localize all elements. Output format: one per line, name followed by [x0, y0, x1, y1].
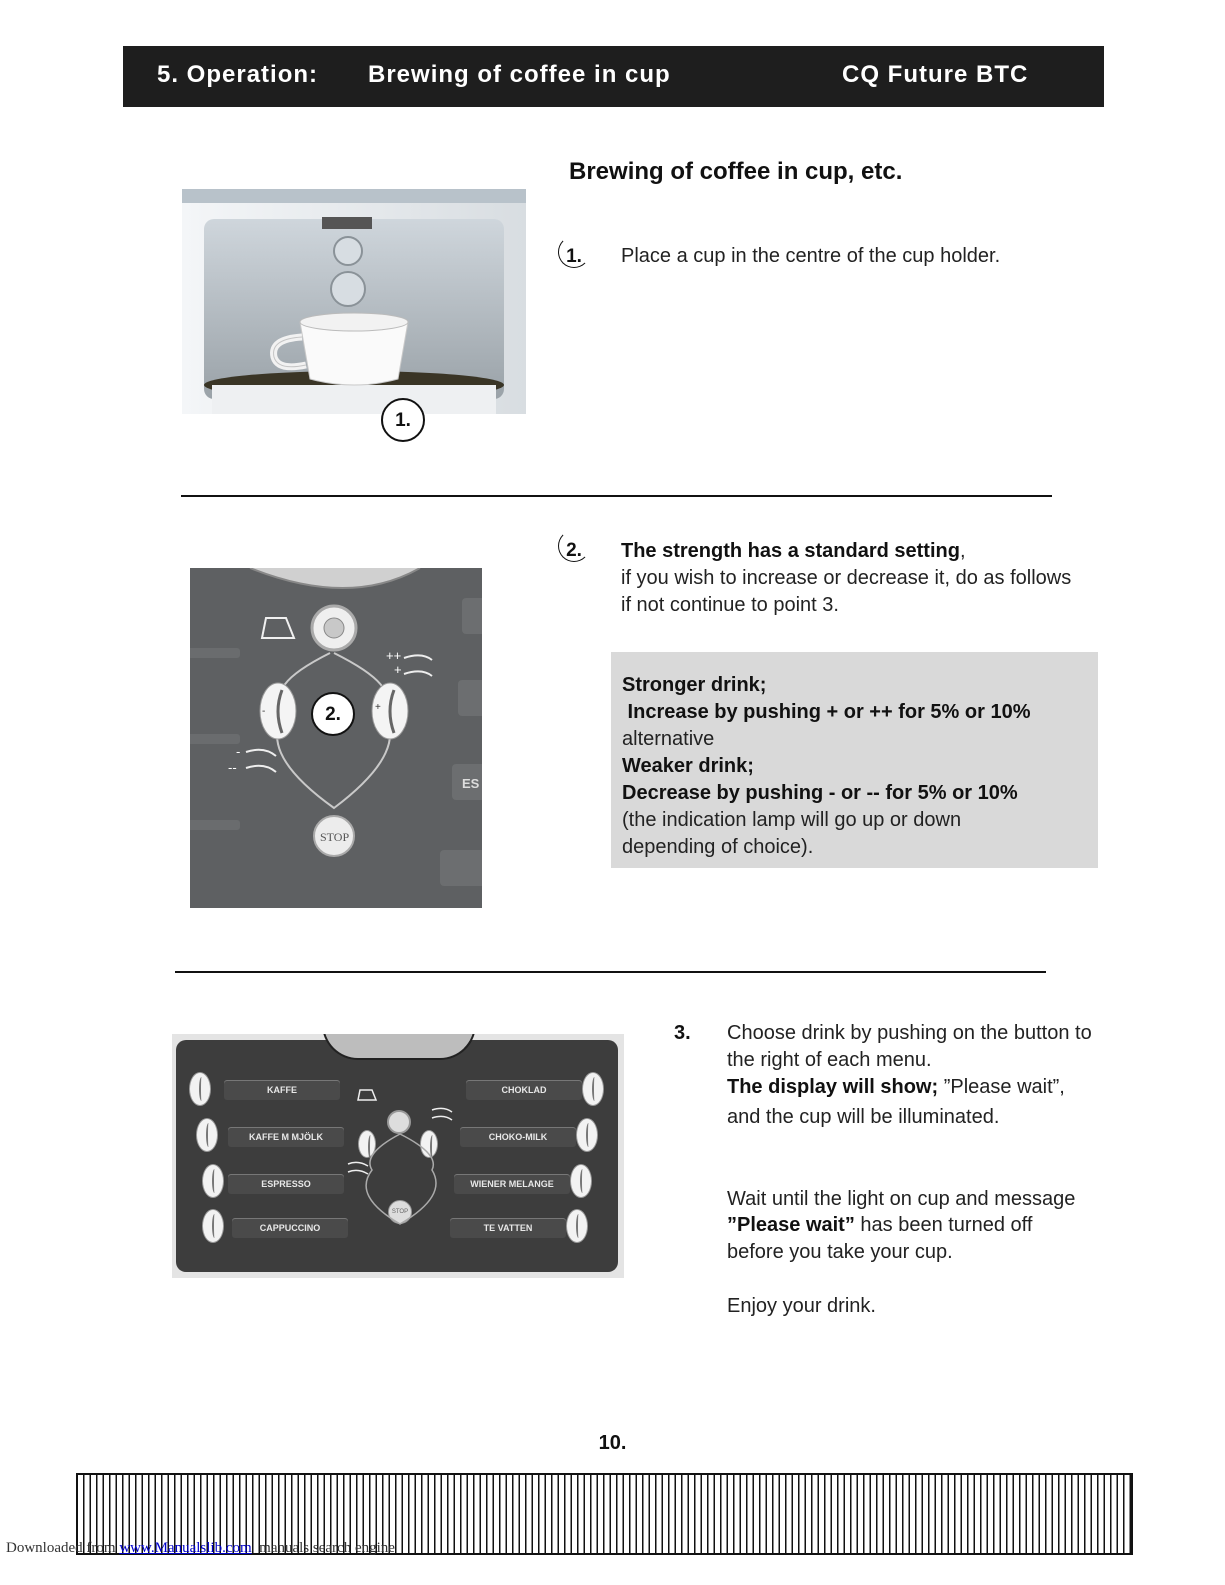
step2-line2: if you wish to increase or decrease it, do as follows [621, 567, 1072, 589]
footer-prefix: Downloaded from [6, 1540, 120, 1556]
bean-plus-sign: + [375, 702, 381, 713]
step2-number: 2. [558, 530, 590, 562]
note-line2: depending of choice). [622, 836, 814, 858]
step3-line3 [727, 1074, 1065, 1101]
drink-menu-photo [172, 1034, 624, 1278]
photo1-callout: 1. [381, 398, 425, 442]
minusminus-label: -- [228, 760, 237, 775]
strength-info-box [611, 652, 1098, 868]
cup-holder-photo [182, 189, 526, 414]
footer-suffix: manuals search engine [251, 1540, 395, 1556]
menu-button-cappuccino: CAPPUCCINO [232, 1218, 348, 1238]
bean-button [202, 1164, 224, 1198]
alternative-text: alternative [622, 728, 715, 750]
enjoy-text: Enjoy your drink. [727, 1295, 876, 1317]
step1-number: 1. [558, 236, 590, 268]
step1-text: Place a cup in the centre of the cup holder. [621, 245, 1001, 267]
bean-button [202, 1209, 224, 1243]
divider-2 [175, 971, 1046, 973]
photo2-callout: 2. [311, 692, 355, 736]
plusplus-label: ++ [386, 648, 402, 663]
step3-number: 3. [674, 1022, 691, 1044]
weaker-title: Weaker drink; [622, 755, 754, 777]
stronger-text: Increase by pushing + or ++ for 5% or 10% [622, 701, 1031, 723]
menu-button-wiener-melange: WIENER MELANGE [454, 1174, 570, 1194]
step3-line1: Choose drink by pushing on the button to [727, 1022, 1092, 1044]
stop-button-small: STOP [388, 1200, 412, 1224]
minus-label: - [236, 744, 241, 759]
bean-button [189, 1072, 211, 1106]
footer-text [6, 1540, 395, 1557]
manualslib-link[interactable]: www.Manualslib.com [119, 1540, 252, 1556]
header-model: CQ Future BTC [842, 61, 1029, 88]
step2-comma: , [959, 540, 966, 562]
menu-button-choklad: CHOKLAD [466, 1080, 582, 1100]
bean-button [566, 1209, 588, 1243]
strength-panel-photo [190, 568, 482, 908]
wait-line2 [727, 1212, 1032, 1239]
bean-minus-sign: - [262, 706, 266, 717]
menu-button-kaffe-m-mjolk: KAFFE M MJÖLK [228, 1127, 344, 1147]
note-line1: (the indication lamp will go up or down [622, 809, 962, 831]
menu-button-espresso: ESPRESSO [228, 1174, 344, 1194]
display-window [322, 1034, 476, 1060]
page-heading: Brewing of coffee in cup, etc. [569, 158, 903, 185]
stronger-title: Stronger drink; [622, 674, 767, 696]
display-text: ”Please wait”, [938, 1076, 1065, 1098]
wait-line1: Wait until the light on cup and message [727, 1188, 1076, 1210]
step2-bold: The strength has a standard setting [621, 540, 960, 562]
wait-bold: ”Please wait” [727, 1214, 855, 1236]
display-bold: The display will show; [727, 1076, 939, 1098]
step2-line1 [621, 538, 966, 565]
bean-button [576, 1118, 598, 1152]
step3-line2: the right of each menu. [727, 1049, 932, 1071]
header-section: 5. Operation: [157, 61, 319, 88]
stop-button-label: STOP [320, 830, 350, 844]
menu-button-kaffe: KAFFE [224, 1080, 340, 1100]
page-number: 10. [598, 1432, 627, 1454]
wait-text: has been turned off [854, 1214, 1033, 1236]
menu-button-choko-milk: CHOKO-MILK [460, 1127, 576, 1147]
divider-1 [181, 495, 1052, 497]
bean-button [582, 1072, 604, 1106]
step2-line3: if not continue to point 3. [621, 594, 839, 616]
step3-line4: and the cup will be illuminated. [727, 1106, 1000, 1128]
es-label: ES [462, 776, 480, 791]
weaker-text: Decrease by pushing - or -- for 5% or 10% [622, 782, 1018, 804]
bean-button [196, 1118, 218, 1152]
cup-holder-illustration [182, 189, 526, 414]
menu-button-te-vatten: TE VATTEN [450, 1218, 566, 1238]
plus-label: + [394, 662, 402, 677]
strength-lines [322, 1084, 482, 1234]
wait-line3: before you take your cup. [727, 1241, 953, 1263]
header-topic: Brewing of coffee in cup [368, 61, 671, 88]
bean-button [570, 1164, 592, 1198]
strength-panel-illustration [190, 568, 482, 908]
header-bar [123, 46, 1104, 107]
